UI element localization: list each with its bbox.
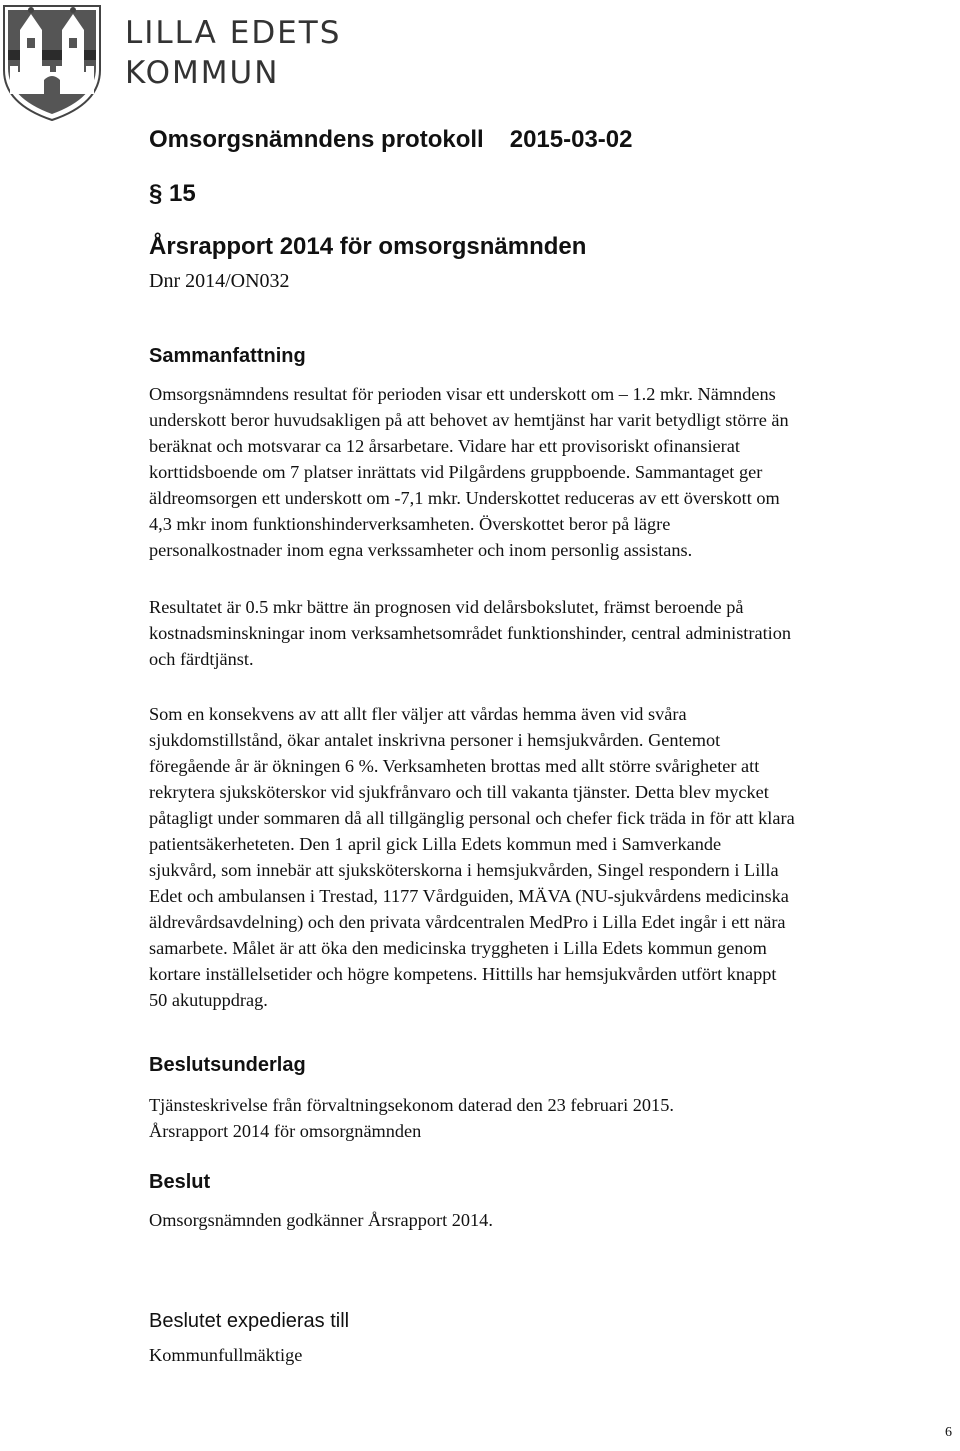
- summary-paragraph-3: [149, 701, 959, 1013]
- municipality-logo: [0, 0, 342, 122]
- paragraph-symbol: §: [149, 180, 163, 207]
- text-line: kortare inställelsetider och högre kompetens. Hittills har hemsjukvården utfört knappt: [149, 964, 777, 984]
- text-line: påtagligt under sommaren då all tillgänglig personal och chefer fick träda in för att klara: [149, 808, 795, 828]
- text-line: Omsorgsnämndens resultat för perioden visar ett underskott om – 1.2 mkr. Nämndens: [149, 384, 776, 404]
- text-line: underskott beror huvudsakligen på att behovet av hemtjänst har varit betydligt större än: [149, 410, 789, 430]
- decision-line: Omsorgsnämnden godkänner Årsrapport 2014.: [149, 1210, 493, 1230]
- basis-item: Tjänsteskrivelse från förvaltningsekonom daterad den 23 februari 2015.: [149, 1095, 674, 1115]
- text-line: Edet och ambulansen i Trestad, 1177 Vårdguiden, MÄVA (NU-sjukvårdens medicinska: [149, 886, 789, 906]
- text-line: beräknat och motsvarar ca 12 årsarbetare. Vidare har ett provisoriskt ofinansierat: [149, 436, 740, 456]
- text-line: sjukdomstillstånd, ökar antalet inskrivna personer i hemsjukvården. Gentemot: [149, 730, 721, 750]
- logo-text-line2: KOMMUN: [125, 55, 280, 91]
- text-line: föregående år är ökningen 6 %. Verksamheten brottas med allt större svårigheter att: [149, 756, 760, 776]
- text-line: kostnadsminskningar inom verksamhetsområdet funktionshinder, central administration: [149, 623, 792, 643]
- text-line: äldrevårdsavdelning) och den privata vårdcentralen MedPro i Lilla Edet ingår i ett nära: [149, 912, 786, 932]
- text-line: äldreomsorgen ett underskott om -7,1 mkr. Underskottet reduceras av ett överskott om: [149, 488, 780, 508]
- recipient-line: Kommunfullmäktige: [149, 1345, 303, 1365]
- text-line: sjukvård, som innebär att sjuksköterskorna i hemsjukvården, Singel respondern i Lilla: [149, 860, 779, 880]
- summary-paragraph-1: [149, 381, 959, 563]
- coat-of-arms-icon: [0, 0, 104, 122]
- decision-text: [149, 1207, 959, 1233]
- registration-number: Dnr 2014/ON032: [149, 270, 290, 292]
- protocol-header: [149, 126, 632, 154]
- summary-heading: Sammanfattning: [149, 345, 306, 367]
- text-line: 50 akutuppdrag.: [149, 990, 268, 1010]
- page-number: 6: [945, 1425, 952, 1440]
- basis-item: Årsrapport 2014 för omsorgnämnden: [149, 1121, 422, 1141]
- basis-list: [149, 1092, 959, 1144]
- protocol-title: Omsorgsnämndens protokoll: [149, 126, 484, 153]
- text-line: personalkostnader inom egna verkssamheter och inom personlig assistans.: [149, 540, 693, 560]
- document-title: Årsrapport 2014 för omsorgsnämnden: [149, 233, 587, 260]
- dispatch-heading: Beslutet expedieras till: [149, 1310, 350, 1332]
- paragraph-number: [149, 180, 196, 208]
- basis-heading: Beslutsunderlag: [149, 1054, 306, 1076]
- dispatch-recipient: [149, 1342, 959, 1368]
- text-line: Resultatet är 0.5 mkr bättre än prognosen vid delårsbokslutet, främst beroende på: [149, 597, 744, 617]
- text-line: 4,3 mkr inom funktionshinderverksamheten. Överskottet beror på lägre: [149, 514, 671, 534]
- text-line: Som en konsekvens av att allt fler väljer att vårdas hemma även vid svåra: [149, 704, 687, 724]
- text-line: rekrytera sjuksköterskor vid sjukfrånvaro och till vakanta tjänster. Detta blev mycket: [149, 782, 769, 802]
- logo-text-line1: LILLA EDETS: [125, 15, 342, 51]
- paragraph-value: 15: [169, 180, 196, 207]
- text-line: och färdtjänst.: [149, 649, 254, 669]
- protocol-date: 2015-03-02: [509, 126, 633, 153]
- text-line: patientsäkerheteten. Den 1 april gick Lilla Edets kommun med i Samverkande: [149, 834, 722, 854]
- text-line: korttidsboende om 7 platser inrättats vid Pilgårdens gruppboende. Sammantaget ger: [149, 462, 763, 482]
- decision-heading: Beslut: [149, 1171, 211, 1193]
- text-line: samarbete. Målet är att öka den medicinska tryggheten i Lilla Edets kommun genom: [149, 938, 767, 958]
- summary-paragraph-2: [149, 594, 959, 672]
